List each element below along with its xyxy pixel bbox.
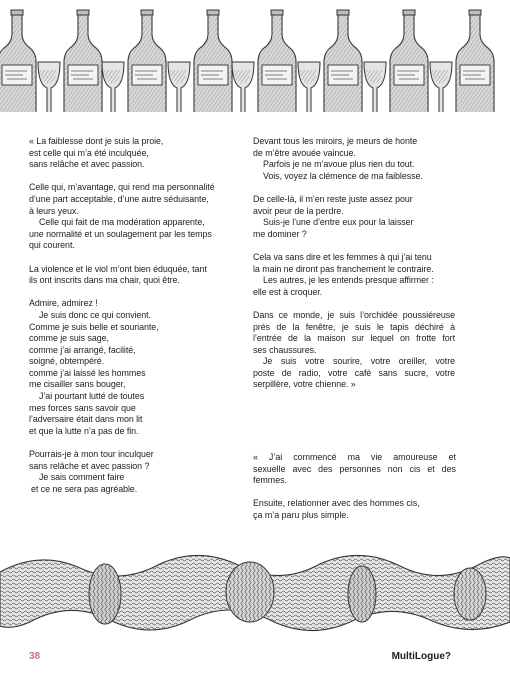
stanza <box>253 310 455 391</box>
poem-line: soigné, obtempéré. <box>29 356 105 367</box>
poem-line: me cisailler sans bouger, <box>29 379 126 390</box>
quote-line: femmes. <box>253 475 288 486</box>
poem-line: qui courent. <box>29 240 75 251</box>
quote-paragraph <box>253 452 456 487</box>
poem-line: De celle-là, il m’en reste juste assez pour <box>253 193 413 204</box>
stanza <box>29 264 236 287</box>
poem-line: Je suis votre sourire, votre oreiller, votre <box>263 356 455 367</box>
poem-line: comme j’ai arrangé, facilité, <box>29 344 136 355</box>
stanza <box>253 252 455 298</box>
poem-line: près de la fenêtre, je suis le tapis déchiré à <box>253 321 455 332</box>
quote-line: ça m’a paru plus simple. <box>253 509 349 520</box>
poem-line: Cela va sans dire et les femmes à qui j’ai tenu <box>253 251 432 262</box>
stanza <box>29 136 236 171</box>
poem-line: Celle qui fait de ma modération apparente, <box>39 217 205 228</box>
poem-line: J’ai pourtant lutté de toutes <box>39 391 145 402</box>
poem-line: comme je suis sage, <box>29 333 109 344</box>
woven-pattern-illustration <box>0 542 510 640</box>
quote-paragraph <box>253 498 456 521</box>
poem-right-column <box>253 136 455 403</box>
poem-line: l’adversaire était dans mon lit <box>29 414 143 425</box>
poem-line: et que la lutte n’a pas de fin. <box>29 425 139 436</box>
stanza <box>253 194 455 240</box>
poem-line: mes forces sans savoir que <box>29 402 136 413</box>
poem-line: Admire, admirez ! <box>29 298 98 309</box>
poem-line: Vois, voyez la clémence de ma faiblesse. <box>263 170 423 181</box>
poem-line: La violence et le viol m’ont bien éduquée, tant <box>29 263 207 274</box>
poem-left-column <box>29 136 236 507</box>
poem-line: et ce ne sera pas agréable. <box>31 483 138 494</box>
bottles-illustration <box>0 0 510 112</box>
poem-line: Parfois je ne m’avoue plus rien du tout. <box>263 159 415 170</box>
poem-line: avoir peur de la perdre. <box>253 205 344 216</box>
poem-line: elle est à croquer. <box>253 286 323 297</box>
poem-line: comme j’ai laissé les hommes <box>29 367 146 378</box>
poem-line: est celle qui m’a été inculquée, <box>29 147 149 158</box>
poem-line: la main ne diront pas franchement le contraire. <box>253 263 434 274</box>
quote-line: « J’ai commencé ma vie amoureuse et <box>253 452 456 462</box>
poem-line: « La faiblesse dont je suis la proie, <box>29 136 164 146</box>
poem-line: l’entrée de la maison sur lequel on frotte fort <box>253 333 455 344</box>
poem-line: sans relâche et avec passion ? <box>29 460 150 471</box>
poem-line: serpillère, votre chienne. » <box>253 379 356 390</box>
poem-line: à leurs yeux. <box>29 205 79 216</box>
quote-line: sexuelle avec des personnes non cis et des <box>253 463 456 474</box>
stanza <box>29 298 236 437</box>
poem-line: Je suis donc ce qui convient. <box>39 309 152 320</box>
stanza <box>29 182 236 252</box>
testimony-quote <box>253 452 456 533</box>
stanza <box>253 136 455 182</box>
poem-line: Comme je suis belle et souriante, <box>29 321 159 332</box>
poem-line: Pourrais-je à mon tour inculquer <box>29 449 154 460</box>
poem-line: sans relâche et avec passion. <box>29 159 145 170</box>
page-number: 38 <box>29 651 41 662</box>
poem-line: ils ont inscrits dans ma chair, quoi être. <box>29 275 180 286</box>
poem-line: de m’être avouée vaincue. <box>253 147 356 158</box>
poem-line: poste de radio, votre café sans sucre, votre <box>253 367 455 378</box>
poem-line: une normalité et un soulagement par les temps <box>29 228 212 239</box>
poem-line: ses chaussures. <box>253 344 317 355</box>
poem-line: Suis-je l’une d’entre eux pour la laisser <box>263 217 414 228</box>
poem-line: me dominer ? <box>253 228 307 239</box>
poem-line: d’une part acceptable, d’une autre séduisante, <box>29 193 209 204</box>
magazine-title: MultiLogue? <box>391 651 451 662</box>
quote-line: Ensuite, relationner avec des hommes cis, <box>253 498 420 509</box>
poem-line: Je sais comment faire <box>39 472 125 483</box>
poem-line: Devant tous les miroirs, je meurs de honte <box>253 136 418 146</box>
stanza <box>29 449 236 495</box>
poem-line: Les autres, je les entends presque affirmer : <box>263 275 434 286</box>
poem-line: Dans ce monde, je suis l’orchidée poussiéreuse <box>253 309 455 320</box>
poem-line: Celle qui, m’avantage, qui rend ma personnalité <box>29 182 215 193</box>
